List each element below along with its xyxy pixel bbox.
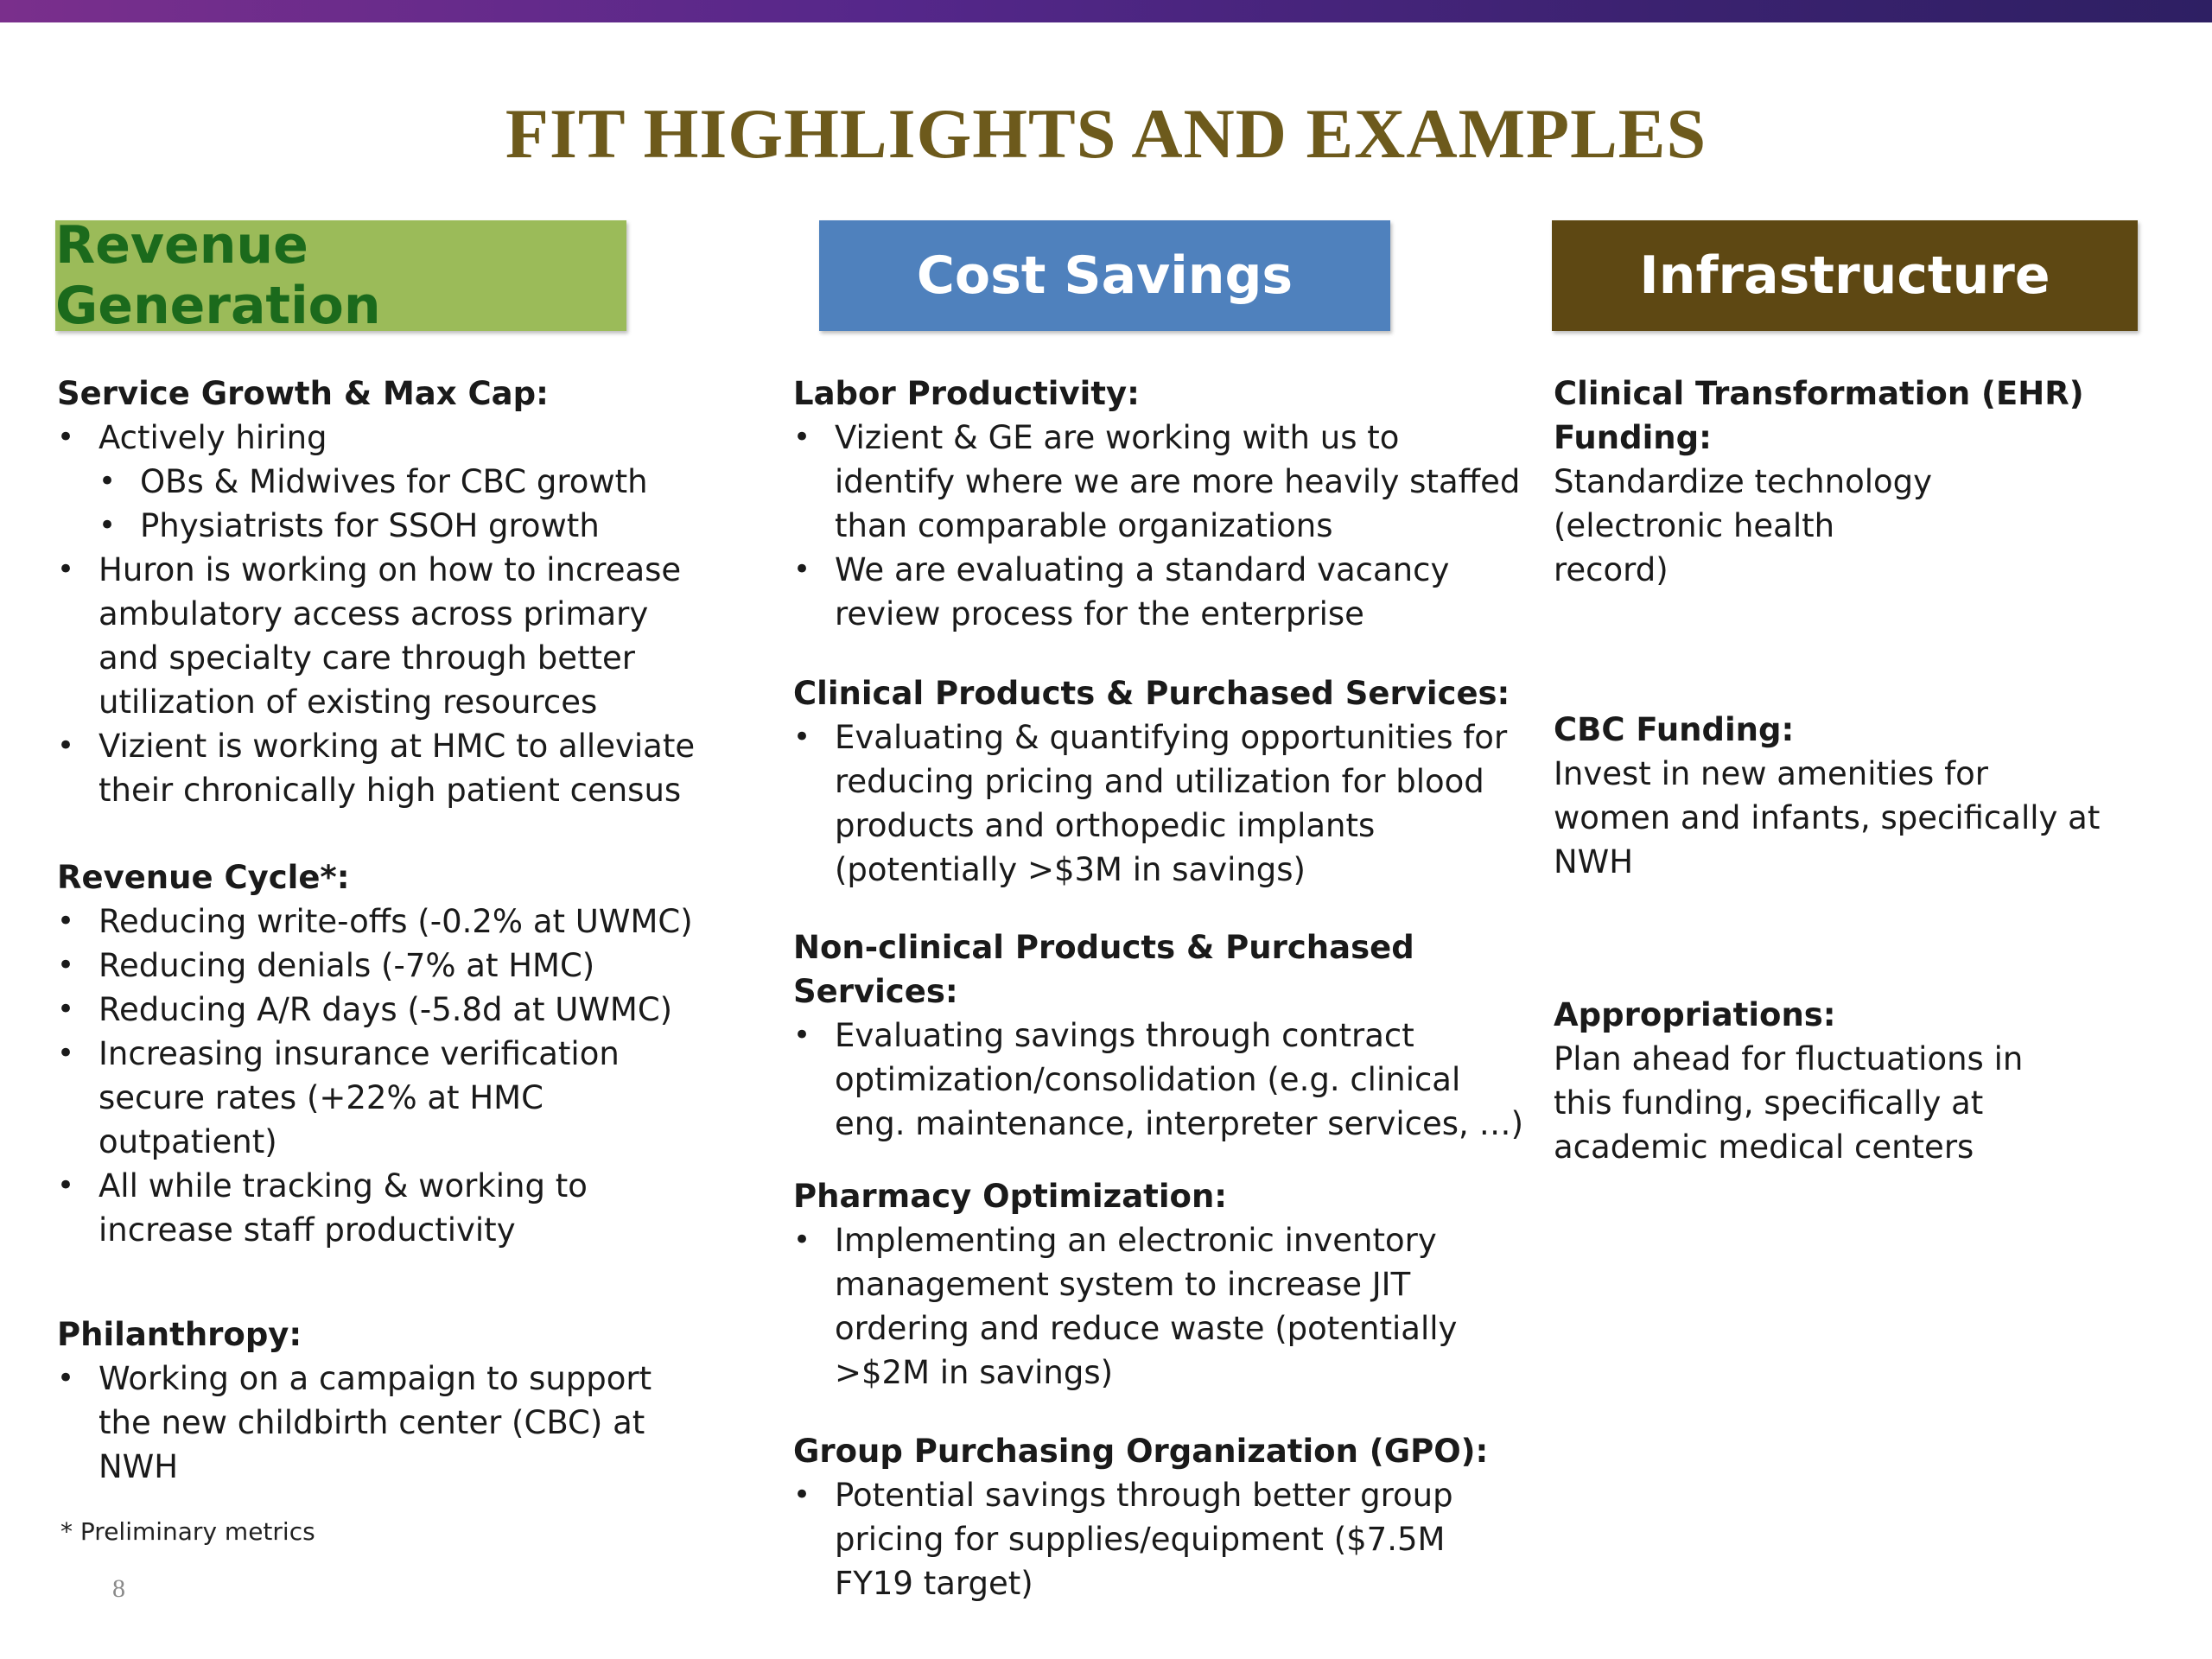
- bullet-item: • Evaluating & quantifying opportunities for reducing pricing and utilization for blood products and orthopedic implants (potentially >$3M in savings): [793, 715, 1528, 892]
- bullet-item: • Increasing insurance verification secure rates (+22% at HMC outpatient): [57, 1032, 712, 1164]
- bullet-list: [793, 715, 1528, 892]
- infrastructure-body: [1554, 372, 2191, 1285]
- bullet-item: • We are evaluating a standard vacancy review process for the enterprise: [793, 548, 1528, 636]
- section-text: Plan ahead for fluctuations in this funding, specifically at academic medical centers: [1554, 1040, 2024, 1166]
- bullet-item: • Reducing write-offs (-0.2% at UWMC): [57, 899, 712, 944]
- bullet-item: • Vizient & GE are working with us to identify where we are more heavily staffed than comparable organizations: [793, 416, 1528, 548]
- section-text: Invest in new amenities for women and infants, specifically at NWH: [1554, 755, 2101, 880]
- section-heading: Philanthropy:: [57, 1316, 302, 1353]
- philanthropy-section: [57, 1313, 712, 1489]
- bullet-list: [793, 1473, 1528, 1605]
- revenue-generation-body: [57, 372, 712, 1532]
- gpo-section: [793, 1429, 1528, 1605]
- bullet-item: • Vizient is working at HMC to alleviate their chronically high patient census: [57, 724, 712, 812]
- infrastructure-column: [1552, 220, 2191, 1166]
- section-heading: Group Purchasing Organization (GPO):: [793, 1433, 1489, 1470]
- cost-savings-header: Cost Savings: [819, 220, 1390, 331]
- bullet-item: • Actively hiring: [57, 416, 712, 460]
- section-heading: Labor Productivity:: [793, 375, 1140, 412]
- bullet-item: • Reducing A/R days (-5.8d at UWMC): [57, 988, 712, 1032]
- cbc-funding-section: [1554, 708, 2191, 884]
- bullet-item: • Implementing an electronic inventory management system to increase JIT ordering and reduce waste (potentially >$2M in savings): [793, 1218, 1528, 1395]
- top-accent-bar: [0, 0, 2212, 22]
- section-heading: Clinical Products & Purchased Services:: [793, 675, 1510, 712]
- bullet-item: • Potential savings through better group pricing for supplies/equipment ($7.5M FY19 target): [793, 1473, 1528, 1605]
- section-heading: Clinical Transformation (EHR) Funding:: [1554, 375, 2084, 456]
- service-growth-section: [57, 372, 712, 812]
- bullet-list: [793, 1218, 1528, 1395]
- infrastructure-header: Infrastructure: [1552, 220, 2138, 331]
- bullet-item: • Evaluating savings through contract optimization/consolidation (e.g. clinical eng. maintenance, interpreter services, …): [793, 1014, 1528, 1146]
- bullet-list: [793, 1014, 1528, 1146]
- revenue-cycle-section: [57, 855, 712, 1252]
- non-clinical-products-section: [793, 925, 1528, 1146]
- bullet-list: [793, 416, 1528, 636]
- footnote: * Preliminary metrics: [60, 1517, 315, 1546]
- section-heading: Service Growth & Max Cap:: [57, 375, 549, 412]
- section-heading: Pharmacy Optimization:: [793, 1178, 1228, 1215]
- sub-bullet-item: • OBs & Midwives for CBC growth: [57, 460, 712, 504]
- appropriations-section: [1554, 993, 2191, 1169]
- section-heading: Appropriations:: [1554, 996, 1836, 1033]
- cost-savings-column: [793, 220, 1528, 1602]
- cost-savings-body: [793, 372, 1528, 1605]
- bullet-item: • Working on a campaign to support the new childbirth center (CBC) at NWH: [57, 1357, 712, 1489]
- bullet-list: [57, 899, 712, 1252]
- section-heading: Revenue Cycle*:: [57, 859, 350, 896]
- revenue-generation-column: [55, 215, 712, 1485]
- ehr-funding-section: [1554, 372, 2191, 592]
- bullet-list: [57, 416, 712, 812]
- bullet-item: • Reducing denials (-7% at HMC): [57, 944, 712, 988]
- bullet-list: [57, 1357, 712, 1489]
- bullet-item: • Huron is working on how to increase ambulatory access across primary and specialty care through better utilization of existing resources: [57, 548, 712, 724]
- labor-productivity-section: [793, 372, 1528, 636]
- sub-bullet-item: • Physiatrists for SSOH growth: [57, 504, 712, 548]
- page-number: 8: [112, 1574, 125, 1603]
- section-heading: CBC Funding:: [1554, 711, 1795, 748]
- section-heading: Non-clinical Products & Purchased Services:: [793, 929, 1414, 1010]
- pharmacy-optimization-section: [793, 1174, 1528, 1395]
- slide-title: FIT HIGHLIGHTS AND EXAMPLES: [505, 94, 1707, 173]
- section-text: Standardize technology (electronic health record): [1554, 463, 1933, 588]
- revenue-generation-header: Revenue Generation: [55, 220, 626, 331]
- clinical-products-section: [793, 671, 1528, 892]
- bullet-item: • All while tracking & working to increase staff productivity: [57, 1164, 712, 1252]
